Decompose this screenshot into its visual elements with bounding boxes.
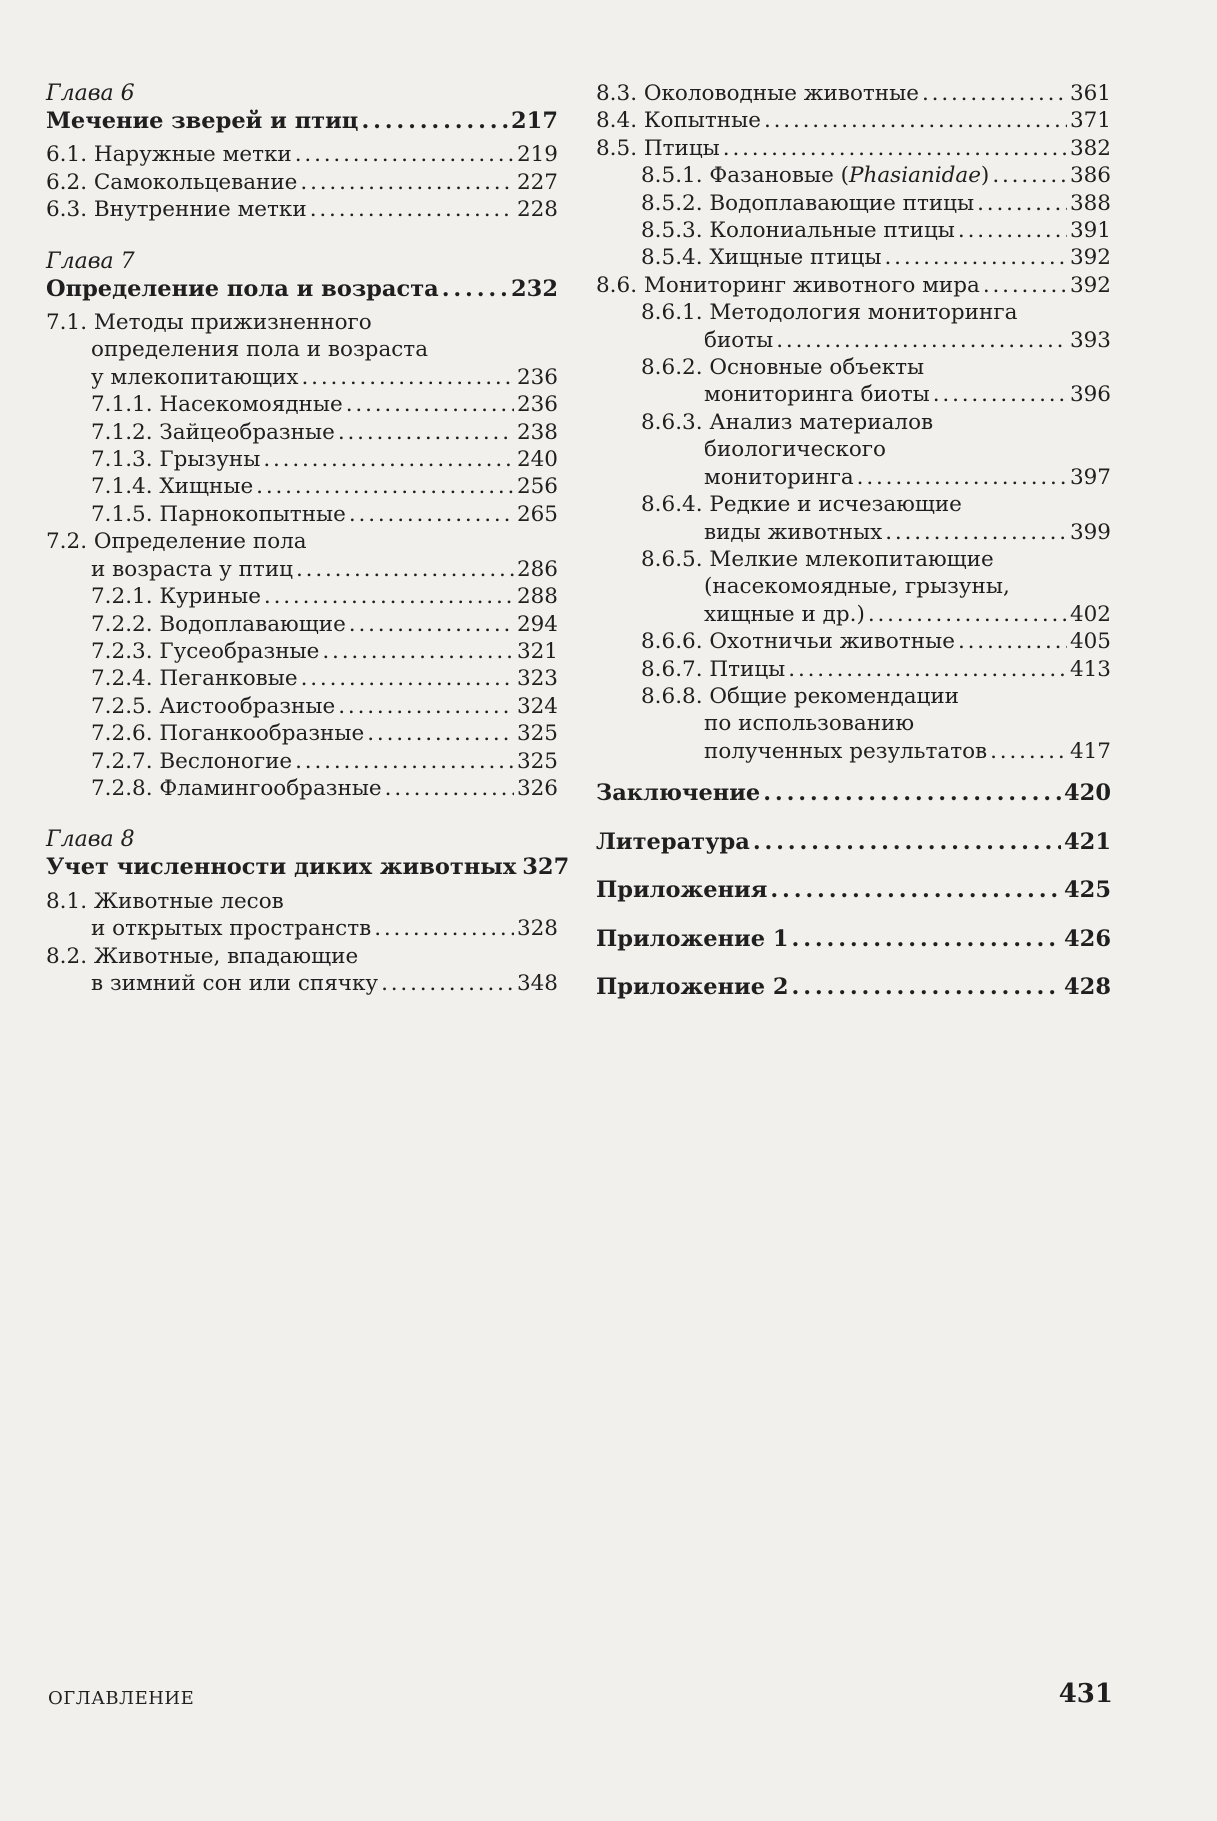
toc-page-number: 399	[1069, 519, 1111, 545]
toc-entry-line	[596, 491, 1111, 518]
toc-entry-title: и открытых пространств	[91, 916, 372, 942]
back-matter-entry[interactable]	[596, 872, 1111, 909]
toc-left-column	[46, 80, 570, 997]
toc-page-number: 425	[1064, 877, 1111, 904]
toc-entry-line	[46, 336, 558, 363]
toc-entry[interactable]	[46, 638, 558, 665]
toc-page-number: 288	[516, 584, 558, 610]
toc-entry-title: 7.2.1. Куриные	[91, 584, 261, 610]
dot-leader	[868, 601, 1067, 628]
toc-entry-title: 8.5.4. Хищные птицы	[641, 245, 882, 271]
toc-entry[interactable]	[46, 693, 558, 720]
toc-entry-title: 8.5.3. Колониальные птицы	[641, 218, 955, 244]
toc-page-number: 238	[516, 419, 558, 445]
toc-entry-title: у млекопитающих	[91, 364, 299, 390]
dot-leader	[338, 693, 514, 720]
toc-page-number: 217	[511, 108, 558, 134]
toc-entry[interactable]	[596, 738, 1111, 765]
toc-entry-title: 6.3. Внутренние метки	[46, 197, 307, 223]
toc-entry-title: Мечение зверей и птиц	[46, 108, 359, 134]
toc-entry[interactable]	[596, 381, 1111, 408]
running-footer-title: ОГЛАВЛЕНИЕ	[48, 1688, 195, 1709]
toc-page-number: 397	[1069, 464, 1111, 490]
dot-leader	[295, 748, 514, 775]
toc-entry-title: 7.2.8. Фламингообразные	[91, 775, 382, 801]
toc-page-number: 396	[1069, 382, 1111, 408]
toc-entry-title: 8.6.1. Методология мониторинга	[641, 300, 1018, 326]
toc-entry-line	[596, 299, 1111, 326]
toc-entry[interactable]	[46, 611, 558, 638]
toc-entry[interactable]	[596, 464, 1111, 491]
toc-entry-title: биологического	[704, 437, 886, 463]
dot-leader	[302, 364, 514, 391]
toc-entry[interactable]	[596, 217, 1111, 244]
toc-entry[interactable]	[46, 419, 558, 446]
toc-page-number: 348	[516, 970, 558, 996]
toc-entry[interactable]	[46, 775, 558, 802]
dot-leader	[349, 501, 514, 528]
toc-page-number: 386	[1069, 163, 1111, 189]
toc-entry-title: Учет численности диких животных	[46, 854, 517, 881]
toc-entry-title: 8.6.2. Основные объекты	[641, 355, 925, 381]
toc-page-number: 421	[1064, 828, 1111, 855]
toc-page-number: 286	[516, 556, 558, 582]
toc-entry[interactable]	[46, 141, 558, 168]
toc-entry-title: 7.2. Определение пола	[46, 529, 307, 555]
dot-leader	[933, 381, 1067, 408]
chapter-label: Глава 8	[46, 827, 135, 853]
toc-entry[interactable]	[46, 970, 558, 997]
dot-leader	[764, 107, 1067, 134]
toc-entry[interactable]	[596, 601, 1111, 628]
toc-entry[interactable]	[46, 473, 558, 500]
toc-page-number: 392	[1069, 272, 1111, 298]
chapter-heading[interactable]	[46, 276, 558, 303]
toc-page-number: 382	[1069, 135, 1111, 161]
toc-entry-title: Литература	[596, 828, 750, 855]
toc-entry-title: Заключение	[596, 780, 761, 807]
dot-leader	[792, 921, 1061, 958]
toc-entry[interactable]	[46, 169, 558, 196]
toc-entry-title: 8.5.2. Водоплавающие птицы	[641, 190, 975, 216]
toc-entry[interactable]	[46, 720, 558, 747]
dot-leader	[885, 519, 1067, 546]
toc-entry-title: 6.1. Наружные метки	[46, 142, 292, 168]
toc-page-number: 324	[516, 693, 558, 719]
toc-page-number: 402	[1069, 601, 1111, 627]
toc-page-number: 232	[511, 275, 558, 302]
page-number: 431	[1058, 1679, 1113, 1709]
toc-entry[interactable]	[596, 628, 1111, 655]
toc-entry-title: 7.2.5. Аистообразные	[91, 693, 336, 719]
toc-page-number: 236	[516, 364, 558, 390]
back-matter-entry[interactable]	[596, 775, 1111, 812]
toc-entry-title: Приложение 2	[596, 974, 789, 1001]
toc-entry-title: 8.1. Животные лесов	[46, 888, 284, 914]
toc-entry[interactable]	[596, 162, 1111, 189]
toc-entry-title: 8.6.6. Охотничьи животные	[641, 629, 955, 655]
toc-entry-line	[46, 528, 558, 555]
toc-entry[interactable]	[596, 519, 1111, 546]
dot-leader	[885, 244, 1067, 271]
toc-entry[interactable]	[596, 80, 1111, 107]
toc-page-number: 326	[516, 775, 558, 801]
toc-entry-title: 8.4. Копытные	[596, 108, 761, 134]
toc-entry-line	[596, 546, 1111, 573]
dot-leader	[442, 276, 508, 303]
page-footer	[48, 1679, 1113, 1709]
dot-leader	[338, 419, 514, 446]
toc-entry-title: 8.5. Птицы	[596, 135, 720, 161]
dot-leader	[922, 80, 1067, 107]
toc-entry-line	[46, 309, 558, 336]
dot-leader	[310, 196, 514, 223]
dot-leader	[295, 141, 514, 168]
dot-leader	[776, 327, 1067, 354]
toc-entry-title: 7.2.2. Водоплавающие	[91, 611, 346, 637]
dot-leader	[296, 556, 514, 583]
toc-entry[interactable]	[596, 656, 1111, 683]
toc-page-number: 413	[1069, 656, 1111, 682]
back-matter-entry[interactable]	[596, 824, 1111, 861]
toc-entry-title: 7.1.1. Насекомоядные	[91, 392, 343, 418]
toc-page-number: 392	[1069, 245, 1111, 271]
toc-page-number: 325	[516, 721, 558, 747]
toc-page-number: 426	[1064, 925, 1111, 952]
toc-entry[interactable]	[596, 190, 1111, 217]
toc-entry-line	[46, 943, 558, 970]
toc-entry[interactable]	[46, 556, 558, 583]
dot-leader	[301, 665, 514, 692]
toc-entry[interactable]	[46, 583, 558, 610]
toc-entry[interactable]	[46, 748, 558, 775]
dot-leader	[857, 464, 1067, 491]
chapter-label: Глава 6	[46, 81, 135, 106]
toc-entry-line	[596, 409, 1111, 436]
toc-entry-title: Определение пола и возраста	[46, 275, 439, 302]
toc-entry[interactable]	[46, 446, 558, 473]
toc-page-number: 328	[516, 916, 558, 942]
toc-entry-title: 8.6.3. Анализ материалов	[641, 409, 934, 435]
toc-entry-title: 7.1. Методы прижизненного	[46, 310, 372, 336]
toc-page-number: 371	[1069, 108, 1111, 134]
dot-leader	[361, 108, 508, 135]
toc-entry-title: мониторинга биоты	[704, 382, 930, 408]
toc-entry-line	[596, 710, 1111, 737]
toc-entry-title: и возраста у птиц	[91, 556, 293, 582]
toc-entry-title: биоты	[704, 327, 774, 353]
dot-leader	[322, 638, 514, 665]
dot-leader	[367, 720, 514, 747]
toc-entry-title: 7.1.3. Грызуны	[91, 447, 261, 473]
dot-leader	[792, 969, 1061, 1006]
toc-entry-line	[596, 354, 1111, 381]
toc-page-number: 405	[1069, 629, 1111, 655]
toc-page-number: 240	[516, 447, 558, 473]
toc-entry-title: в зимний сон или спячку	[91, 970, 379, 996]
dot-leader	[788, 656, 1067, 683]
dot-leader	[349, 611, 514, 638]
toc-entry-title: 7.1.2. Зайцеобразные	[91, 419, 335, 445]
dot-leader	[977, 190, 1067, 217]
dot-leader	[385, 775, 514, 802]
toc-entry-line	[596, 573, 1111, 600]
chapter-heading[interactable]	[46, 108, 558, 135]
toc-entry[interactable]	[46, 501, 558, 528]
toc-entry-title: 7.1.4. Хищные	[91, 474, 254, 500]
toc-page-number: 327	[522, 854, 570, 881]
toc-page-number: 388	[1069, 190, 1111, 216]
dot-leader	[264, 583, 514, 610]
toc-entry-line	[596, 436, 1111, 463]
toc-page-number: 361	[1069, 81, 1111, 106]
toc-page-number: 265	[516, 501, 558, 527]
toc-page-number: 393	[1069, 327, 1111, 353]
toc-entry[interactable]	[596, 272, 1111, 299]
toc-entry-title: 8.3. Околоводные животные	[596, 81, 919, 106]
toc-entry-title: определения пола и возраста	[91, 337, 429, 363]
toc-page-number: 294	[516, 611, 558, 637]
toc-entry-title: 8.6.8. Общие рекомендации	[641, 683, 960, 709]
chapter-heading[interactable]	[46, 854, 570, 881]
toc-entry-title: хищные и др.)	[704, 601, 865, 627]
toc-entry-line	[596, 683, 1111, 710]
toc-entry-title: по использованию	[704, 711, 915, 737]
toc-entry-title: полученных результатов	[704, 738, 988, 764]
toc-entry-title: 7.2.6. Поганкообразные	[91, 721, 365, 747]
toc-entry[interactable]	[596, 107, 1111, 134]
dot-leader	[753, 824, 1061, 861]
toc-page-number: 325	[516, 748, 558, 774]
dot-leader	[256, 473, 514, 500]
dot-leader	[300, 169, 514, 196]
chapter-label: Глава 7	[46, 248, 135, 274]
toc-page-number: 227	[516, 169, 558, 195]
toc-entry-title: 8.6. Мониторинг животного мира	[596, 272, 980, 298]
dot-leader	[770, 872, 1061, 909]
toc-entry-title: 7.2.4. Пеганковые	[91, 666, 298, 692]
toc-right-column	[596, 80, 1111, 1006]
toc-page-number: 428	[1064, 974, 1111, 1001]
dot-leader	[381, 970, 514, 997]
dot-leader	[958, 628, 1067, 655]
toc-page-number: 420	[1064, 780, 1111, 807]
toc-entry-title: 7.2.3. Гусеобразные	[91, 638, 320, 664]
dot-leader	[992, 162, 1067, 189]
back-matter-entry[interactable]	[596, 921, 1111, 958]
toc-entry-title: виды животных	[704, 519, 883, 545]
toc-entry-title: 7.2.7. Веслоногие	[91, 748, 293, 774]
toc-page-number: 323	[516, 666, 558, 692]
toc-entry-title: 8.6.7. Птицы	[641, 656, 786, 682]
toc-entry[interactable]	[596, 327, 1111, 354]
toc-page-number: 228	[516, 197, 558, 223]
toc-page-number: 219	[516, 142, 558, 168]
dot-leader	[346, 391, 514, 418]
toc-entry-title: 8.2. Животные, впадающие	[46, 943, 359, 969]
toc-entry-title: Приложения	[596, 877, 768, 904]
toc-entry-title: (насекомоядные, грызуны,	[704, 574, 1010, 600]
toc-entry-title: 8.6.5. Мелкие млекопитающие	[641, 546, 994, 572]
toc-page-number: 236	[516, 392, 558, 418]
toc-entry-title: 7.1.5. Парнокопытные	[91, 501, 346, 527]
toc-entry-title: 8.5.1. Фазановые (Phasianidae)	[641, 163, 990, 189]
dot-leader	[958, 217, 1067, 244]
toc-page-number: 321	[516, 638, 558, 664]
toc-entry-title: Приложение 1	[596, 925, 789, 952]
dot-leader	[990, 738, 1067, 765]
dot-leader	[263, 446, 514, 473]
toc-entry-title: 8.6.4. Редкие и исчезающие	[641, 492, 962, 518]
dot-leader	[723, 135, 1067, 162]
dot-leader	[763, 775, 1061, 812]
toc-page-number: 391	[1069, 218, 1111, 244]
toc-entry-line	[46, 888, 558, 915]
dot-leader	[374, 915, 514, 942]
toc-entry-title: мониторинга	[704, 464, 854, 490]
toc-entry[interactable]	[46, 665, 558, 692]
back-matter-entry[interactable]	[596, 969, 1111, 1006]
toc-page-number: 256	[516, 474, 558, 500]
toc-entry-title: 6.2. Самокольцевание	[46, 169, 298, 195]
toc-entry[interactable]	[46, 196, 558, 223]
toc-entry[interactable]	[46, 364, 558, 391]
toc-entry[interactable]	[46, 391, 558, 418]
toc-page-number: 417	[1069, 738, 1111, 764]
toc-entry[interactable]	[596, 135, 1111, 162]
toc-entry[interactable]	[596, 244, 1111, 271]
dot-leader	[983, 272, 1067, 299]
toc-entry[interactable]	[46, 915, 558, 942]
